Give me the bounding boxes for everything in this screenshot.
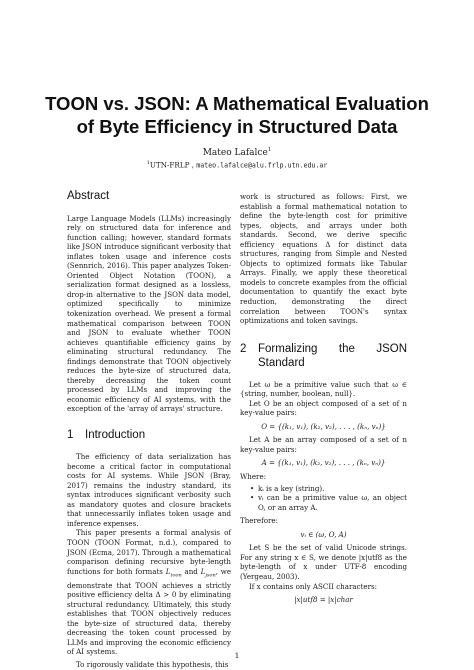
s2-paragraph-5: If x contains only ASCII characters: [249, 581, 378, 591]
title-line-2: of Byte Efficiency in Structured Data [76, 116, 398, 137]
section-2-heading [240, 342, 407, 370]
list-item: • kᵢ is a key (string). [250, 484, 407, 494]
section-1-heading [67, 428, 231, 442]
email-link[interactable]: mateo.lafalce@alu.frlp.utn.edu.ar [196, 161, 328, 170]
equation-array: A = {(k₁, v₁), (k₂, v₂), . . . , (kₙ, vₙ)} [261, 458, 386, 468]
intro-p2-c: and [181, 566, 201, 576]
paper-title [40, 92, 434, 138]
section-2-title-line-1: Formalizing the JSON [258, 342, 407, 355]
l-toon-sub: toon [170, 572, 182, 578]
intro-paragraph-2 [67, 528, 231, 657]
author-name [40, 147, 434, 158]
s2-paragraph-4: Let S be the set of valid Unicode strings. For any string x ∈ S, we denote |x|utf8 as the byte-length of x under UTF-8 encoding (Yergeau, 2003). [240, 543, 407, 581]
author-mark: 1 [267, 147, 272, 153]
affiliation-text: UTN-FRLP , [149, 160, 197, 170]
affiliation [40, 160, 434, 169]
title-line-1: TOON vs. JSON: A Mathematical Evaluation [45, 93, 429, 114]
l-toon [166, 567, 182, 576]
list-item: • vᵢ can be a primitive value ω, an object O, or an array A. [250, 493, 407, 512]
right-column [240, 192, 407, 609]
l-json [201, 567, 216, 576]
s2-paragraph-1: Let ω be a primitive value such that ω ∈ {string, number, boolean, null}. [240, 379, 407, 399]
section-2-title [258, 342, 407, 370]
definition-list [240, 484, 407, 513]
section-2-number: 2 [240, 342, 247, 355]
l-toon-symbol: L [165, 566, 171, 576]
affiliation-mark: 1 [146, 160, 150, 166]
s2-paragraph-3: Let A be an array composed of a set of n key-value pairs: [240, 435, 407, 454]
author-text: Mateo Lafalce [202, 148, 268, 158]
section-1-title: Introduction [85, 429, 146, 442]
intro-p2-a: This paper presents a formal analysis of TOON (TOON Format, n.d.), compared to JSON (Ecma, 2017). Through a mathematical comparison defining recursive byte-length functions for both formats [67, 528, 231, 576]
s2-paragraph-2: Let O be an object composed of a set of n key-value pairs: [240, 398, 407, 418]
intro-paragraph-3: To rigorously validate this hypothesis, this [76, 659, 229, 669]
equation-utf8: |x|utf8 = |x|char [294, 595, 353, 605]
section-2-title-line-2: Standard [258, 356, 305, 369]
equation-value-set: vᵢ ∈ (ω, O, A) [300, 529, 347, 539]
intro-continued-paragraph: work is structured as follows: First, we establish a formal mathematical notation to define the byte-length cost for primitive types, objects, and arrays under both standards. Second, we derive specific efficiency equations Δ for distinct data structures, ranging from Simple and Nested Objects to optimized formats like Tabular Arrays. Finally, we apply these theoretical models to concrete examples from the official documentation to quantify the exact byte reduction, demonstrating the direct correlation between TOON's syntax optimizations and token savings. [240, 192, 407, 326]
page-number: 1 [234, 651, 240, 660]
s2-where: Where: [240, 472, 267, 482]
left-column [67, 192, 231, 669]
abstract-text: Large Language Models (LLMs) increasingly rely on structured data for inference and function calling; however, standard formats like JSON introduce significant verbosity that inflates token usage and inference costs (Sennrich, 2016). This paper analyzes Token-Oriented Object Notation (TOON), a serialization format designed as a lossless, drop-in alternative to the JSON data model, optimized specifically to minimize tokenization overhead. We present a formal mathematical comparison between TOON and JSON to evaluate whether TOON achieves quantifiable efficiency gains by eliminating structural redundancy. The findings demonstrate that TOON objectively reduces the byte-size of structured data, thereby decreasing the token count processed by LLMs and improving the economic efficiency of AI systems, with the exception of the 'array of arrays' structure. [67, 213, 231, 414]
abstract-heading: Abstract [67, 190, 110, 202]
l-json-sub: json [205, 572, 216, 578]
equation-object: O = {(k₁, v₁), (k₂, v₂), . . . , (kₙ, vₙ)} [261, 421, 386, 431]
l-json-symbol: L [200, 566, 206, 576]
intro-p2-e: , we demonstrate that TOON achieves a strictly positive efficiency delta Δ > 0 by eliminating structural redundancy. Ultimately, this study establishes that TOON objectively reduces the byte-size of structured data, thereby decreasing the token count processed by LLMs and improving the economic efficiency of AI systems. [67, 566, 232, 657]
section-1-number: 1 [67, 429, 74, 442]
s2-therefore: Therefore: [240, 516, 278, 526]
intro-paragraph-1: The efficiency of data serialization has become a critical factor in computational costs for AI systems. While JSON (Bray, 2017) remains the industry standard, its syntax introduces significant verbosity such as mandatory quotes and closure brackets that unnecessarily inflates token usage and inference expenses. [67, 452, 231, 528]
